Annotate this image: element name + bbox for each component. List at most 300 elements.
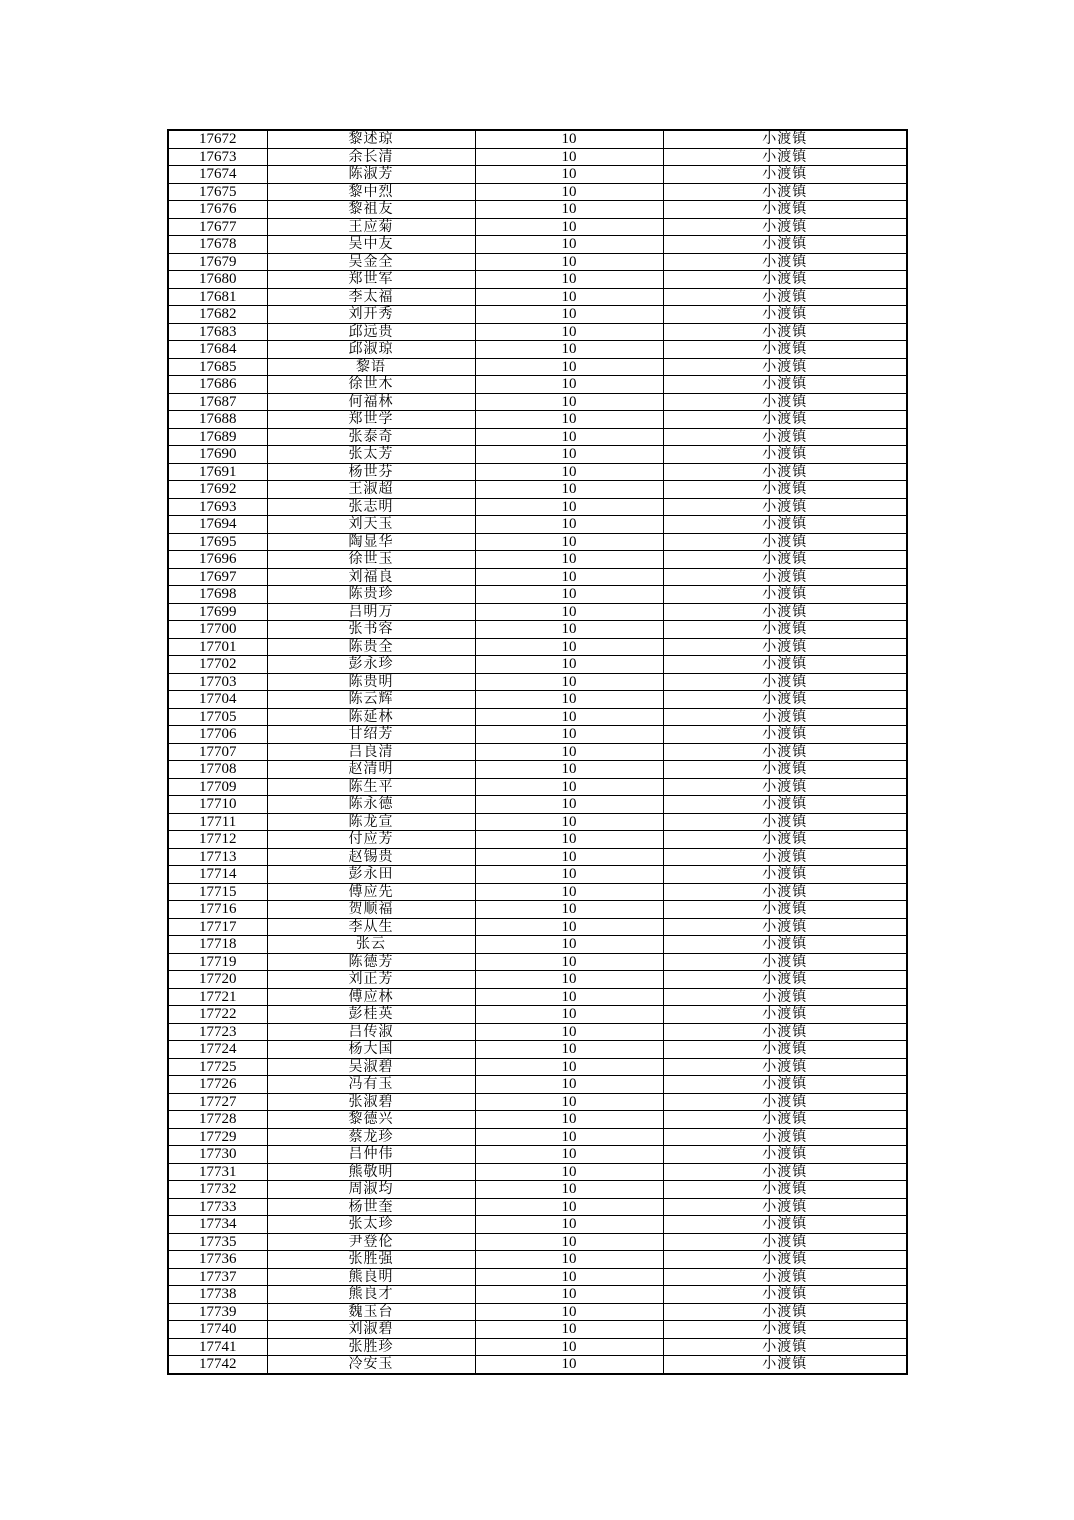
cell-amount: 10	[475, 393, 663, 411]
cell-name: 黎祖友	[267, 201, 475, 219]
cell-id: 17699	[168, 603, 267, 621]
cell-name: 冷安玉	[267, 1356, 475, 1374]
table-row	[168, 428, 907, 446]
cell-id: 17727	[168, 1093, 267, 1111]
cell-id: 17683	[168, 323, 267, 341]
cell-town: 小渡镇	[663, 1146, 907, 1164]
cell-town: 小渡镇	[663, 638, 907, 656]
table-row	[168, 1233, 907, 1251]
table-row	[168, 516, 907, 534]
cell-amount: 10	[475, 1128, 663, 1146]
cell-name: 李从生	[267, 918, 475, 936]
cell-id: 17695	[168, 533, 267, 551]
cell-id: 17718	[168, 936, 267, 954]
cell-amount: 10	[475, 1041, 663, 1059]
cell-id: 17689	[168, 428, 267, 446]
cell-id: 17739	[168, 1303, 267, 1321]
cell-name: 刘开秀	[267, 306, 475, 324]
cell-id: 17672	[168, 130, 267, 148]
cell-town: 小渡镇	[663, 323, 907, 341]
cell-amount: 10	[475, 533, 663, 551]
cell-name: 李太福	[267, 288, 475, 306]
cell-amount: 10	[475, 148, 663, 166]
cell-id: 17725	[168, 1058, 267, 1076]
cell-town: 小渡镇	[663, 831, 907, 849]
cell-id: 17730	[168, 1146, 267, 1164]
cell-id: 17734	[168, 1216, 267, 1234]
cell-id: 17707	[168, 743, 267, 761]
cell-name: 吕良清	[267, 743, 475, 761]
cell-amount: 10	[475, 1233, 663, 1251]
cell-town: 小渡镇	[663, 813, 907, 831]
table-row	[168, 218, 907, 236]
table-row	[168, 271, 907, 289]
cell-town: 小渡镇	[663, 201, 907, 219]
table-row	[168, 130, 907, 148]
cell-name: 赵锡贵	[267, 848, 475, 866]
cell-town: 小渡镇	[663, 778, 907, 796]
cell-amount: 10	[475, 866, 663, 884]
cell-amount: 10	[475, 1198, 663, 1216]
cell-name: 彭桂英	[267, 1006, 475, 1024]
table-row	[168, 148, 907, 166]
cell-id: 17686	[168, 376, 267, 394]
cell-town: 小渡镇	[663, 1058, 907, 1076]
table-row	[168, 288, 907, 306]
cell-amount: 10	[475, 341, 663, 359]
table-row	[168, 953, 907, 971]
cell-id: 17698	[168, 586, 267, 604]
table-row	[168, 236, 907, 254]
table-row	[168, 936, 907, 954]
cell-name: 黎德兴	[267, 1111, 475, 1129]
cell-id: 17697	[168, 568, 267, 586]
cell-name: 陈德芳	[267, 953, 475, 971]
cell-name: 陈贵珍	[267, 586, 475, 604]
cell-amount: 10	[475, 796, 663, 814]
cell-name: 陶显华	[267, 533, 475, 551]
table-row	[168, 463, 907, 481]
cell-id: 17702	[168, 656, 267, 674]
cell-name: 吕传淑	[267, 1023, 475, 1041]
roster-table	[167, 129, 908, 1375]
cell-town: 小渡镇	[663, 761, 907, 779]
cell-town: 小渡镇	[663, 393, 907, 411]
cell-amount: 10	[475, 1338, 663, 1356]
cell-id: 17708	[168, 761, 267, 779]
cell-amount: 10	[475, 1111, 663, 1129]
cell-amount: 10	[475, 288, 663, 306]
table-row	[168, 1041, 907, 1059]
cell-id: 17696	[168, 551, 267, 569]
cell-amount: 10	[475, 516, 663, 534]
cell-amount: 10	[475, 586, 663, 604]
table-row	[168, 988, 907, 1006]
cell-town: 小渡镇	[663, 498, 907, 516]
cell-id: 17733	[168, 1198, 267, 1216]
cell-id: 17717	[168, 918, 267, 936]
cell-town: 小渡镇	[663, 1216, 907, 1234]
table-row	[168, 848, 907, 866]
cell-id: 17742	[168, 1356, 267, 1374]
cell-id: 17705	[168, 708, 267, 726]
cell-id: 17700	[168, 621, 267, 639]
cell-amount: 10	[475, 1006, 663, 1024]
table-row	[168, 1006, 907, 1024]
cell-id: 17680	[168, 271, 267, 289]
cell-id: 17710	[168, 796, 267, 814]
cell-amount: 10	[475, 988, 663, 1006]
cell-name: 陈贵明	[267, 673, 475, 691]
cell-name: 张志明	[267, 498, 475, 516]
cell-name: 熊良明	[267, 1268, 475, 1286]
cell-town: 小渡镇	[663, 1111, 907, 1129]
table-row	[168, 1163, 907, 1181]
cell-town: 小渡镇	[663, 376, 907, 394]
cell-town: 小渡镇	[663, 236, 907, 254]
cell-amount: 10	[475, 498, 663, 516]
cell-id: 17722	[168, 1006, 267, 1024]
table-row	[168, 726, 907, 744]
cell-town: 小渡镇	[663, 218, 907, 236]
cell-name: 彭永珍	[267, 656, 475, 674]
cell-id: 17728	[168, 1111, 267, 1129]
cell-name: 陈贵全	[267, 638, 475, 656]
cell-town: 小渡镇	[663, 953, 907, 971]
cell-town: 小渡镇	[663, 358, 907, 376]
cell-name: 吕明万	[267, 603, 475, 621]
cell-name: 余长清	[267, 148, 475, 166]
cell-amount: 10	[475, 1093, 663, 1111]
table-row	[168, 411, 907, 429]
cell-amount: 10	[475, 1076, 663, 1094]
cell-town: 小渡镇	[663, 621, 907, 639]
cell-id: 17732	[168, 1181, 267, 1199]
cell-name: 刘天玉	[267, 516, 475, 534]
cell-town: 小渡镇	[663, 901, 907, 919]
cell-town: 小渡镇	[663, 411, 907, 429]
cell-name: 张太珍	[267, 1216, 475, 1234]
table-row	[168, 533, 907, 551]
table-row	[168, 813, 907, 831]
cell-town: 小渡镇	[663, 1303, 907, 1321]
cell-amount: 10	[475, 218, 663, 236]
cell-amount: 10	[475, 130, 663, 148]
cell-amount: 10	[475, 831, 663, 849]
cell-id: 17738	[168, 1286, 267, 1304]
cell-town: 小渡镇	[663, 1128, 907, 1146]
cell-town: 小渡镇	[663, 1076, 907, 1094]
cell-name: 黎语	[267, 358, 475, 376]
cell-name: 傅应林	[267, 988, 475, 1006]
cell-id: 17714	[168, 866, 267, 884]
cell-town: 小渡镇	[663, 516, 907, 534]
table-row	[168, 1128, 907, 1146]
table-row	[168, 1146, 907, 1164]
cell-id: 17723	[168, 1023, 267, 1041]
table-row	[168, 743, 907, 761]
roster-table-body	[168, 130, 907, 1374]
table-row	[168, 708, 907, 726]
cell-town: 小渡镇	[663, 1093, 907, 1111]
cell-name: 刘正芳	[267, 971, 475, 989]
table-row	[168, 1076, 907, 1094]
cell-amount: 10	[475, 673, 663, 691]
cell-town: 小渡镇	[663, 708, 907, 726]
cell-amount: 10	[475, 691, 663, 709]
table-row	[168, 1251, 907, 1269]
cell-town: 小渡镇	[663, 306, 907, 324]
cell-name: 熊敬明	[267, 1163, 475, 1181]
cell-id: 17711	[168, 813, 267, 831]
cell-name: 杨世芬	[267, 463, 475, 481]
cell-name: 魏玉台	[267, 1303, 475, 1321]
cell-id: 17693	[168, 498, 267, 516]
cell-id: 17684	[168, 341, 267, 359]
table-row	[168, 446, 907, 464]
cell-id: 17715	[168, 883, 267, 901]
cell-amount: 10	[475, 1303, 663, 1321]
cell-amount: 10	[475, 1286, 663, 1304]
cell-town: 小渡镇	[663, 866, 907, 884]
cell-amount: 10	[475, 918, 663, 936]
cell-id: 17735	[168, 1233, 267, 1251]
cell-amount: 10	[475, 551, 663, 569]
cell-id: 17679	[168, 253, 267, 271]
cell-town: 小渡镇	[663, 918, 907, 936]
cell-amount: 10	[475, 743, 663, 761]
table-row	[168, 358, 907, 376]
table-row	[168, 1216, 907, 1234]
cell-name: 杨大国	[267, 1041, 475, 1059]
cell-id: 17706	[168, 726, 267, 744]
table-row	[168, 341, 907, 359]
cell-town: 小渡镇	[663, 1268, 907, 1286]
cell-name: 陈龙宣	[267, 813, 475, 831]
cell-town: 小渡镇	[663, 1023, 907, 1041]
table-row	[168, 1181, 907, 1199]
cell-name: 张太芳	[267, 446, 475, 464]
cell-amount: 10	[475, 708, 663, 726]
cell-id: 17692	[168, 481, 267, 499]
cell-name: 甘绍芳	[267, 726, 475, 744]
cell-town: 小渡镇	[663, 656, 907, 674]
cell-town: 小渡镇	[663, 988, 907, 1006]
table-row	[168, 761, 907, 779]
cell-id: 17674	[168, 166, 267, 184]
cell-id: 17726	[168, 1076, 267, 1094]
cell-name: 吕仲伟	[267, 1146, 475, 1164]
cell-town: 小渡镇	[663, 271, 907, 289]
cell-name: 徐世玉	[267, 551, 475, 569]
cell-amount: 10	[475, 1163, 663, 1181]
cell-id: 17675	[168, 183, 267, 201]
cell-name: 邱远贵	[267, 323, 475, 341]
cell-id: 17681	[168, 288, 267, 306]
cell-amount: 10	[475, 901, 663, 919]
cell-amount: 10	[475, 761, 663, 779]
cell-id: 17709	[168, 778, 267, 796]
cell-id: 17682	[168, 306, 267, 324]
cell-town: 小渡镇	[663, 1163, 907, 1181]
cell-amount: 10	[475, 603, 663, 621]
cell-name: 郑世军	[267, 271, 475, 289]
cell-amount: 10	[475, 271, 663, 289]
table-row	[168, 1058, 907, 1076]
cell-amount: 10	[475, 813, 663, 831]
table-row	[168, 1093, 907, 1111]
cell-name: 何福林	[267, 393, 475, 411]
cell-amount: 10	[475, 778, 663, 796]
cell-amount: 10	[475, 358, 663, 376]
cell-amount: 10	[475, 1181, 663, 1199]
table-row	[168, 201, 907, 219]
table-row	[168, 1303, 907, 1321]
cell-amount: 10	[475, 726, 663, 744]
cell-name: 王淑超	[267, 481, 475, 499]
cell-amount: 10	[475, 1023, 663, 1041]
table-row	[168, 621, 907, 639]
cell-id: 17720	[168, 971, 267, 989]
cell-amount: 10	[475, 428, 663, 446]
cell-town: 小渡镇	[663, 1321, 907, 1339]
cell-name: 蔡龙珍	[267, 1128, 475, 1146]
table-row	[168, 481, 907, 499]
table-row	[168, 1321, 907, 1339]
table-row	[168, 586, 907, 604]
table-row	[168, 673, 907, 691]
cell-town: 小渡镇	[663, 130, 907, 148]
cell-name: 冯有玉	[267, 1076, 475, 1094]
cell-town: 小渡镇	[663, 166, 907, 184]
table-row	[168, 1111, 907, 1129]
cell-amount: 10	[475, 883, 663, 901]
cell-id: 17731	[168, 1163, 267, 1181]
cell-name: 付应芳	[267, 831, 475, 849]
cell-id: 17741	[168, 1338, 267, 1356]
cell-town: 小渡镇	[663, 1041, 907, 1059]
table-row	[168, 323, 907, 341]
cell-town: 小渡镇	[663, 1181, 907, 1199]
cell-town: 小渡镇	[663, 586, 907, 604]
cell-town: 小渡镇	[663, 1006, 907, 1024]
table-row	[168, 883, 907, 901]
cell-town: 小渡镇	[663, 533, 907, 551]
cell-amount: 10	[475, 848, 663, 866]
cell-id: 17677	[168, 218, 267, 236]
cell-name: 陈淑芳	[267, 166, 475, 184]
table-row	[168, 691, 907, 709]
cell-name: 张胜珍	[267, 1338, 475, 1356]
table-row	[168, 1356, 907, 1374]
cell-town: 小渡镇	[663, 446, 907, 464]
cell-amount: 10	[475, 953, 663, 971]
cell-town: 小渡镇	[663, 568, 907, 586]
cell-id: 17690	[168, 446, 267, 464]
table-row	[168, 551, 907, 569]
cell-amount: 10	[475, 411, 663, 429]
table-row	[168, 568, 907, 586]
cell-town: 小渡镇	[663, 603, 907, 621]
cell-town: 小渡镇	[663, 288, 907, 306]
cell-town: 小渡镇	[663, 1338, 907, 1356]
cell-amount: 10	[475, 638, 663, 656]
table-row	[168, 901, 907, 919]
cell-name: 黎中烈	[267, 183, 475, 201]
cell-town: 小渡镇	[663, 183, 907, 201]
cell-name: 刘淑碧	[267, 1321, 475, 1339]
cell-name: 徐世木	[267, 376, 475, 394]
cell-amount: 10	[475, 1251, 663, 1269]
cell-name: 郑世学	[267, 411, 475, 429]
cell-town: 小渡镇	[663, 551, 907, 569]
table-row	[168, 866, 907, 884]
cell-id: 17687	[168, 393, 267, 411]
cell-amount: 10	[475, 1356, 663, 1374]
table-row	[168, 831, 907, 849]
table-row	[168, 498, 907, 516]
cell-id: 17712	[168, 831, 267, 849]
cell-name: 熊良才	[267, 1286, 475, 1304]
cell-amount: 10	[475, 481, 663, 499]
cell-town: 小渡镇	[663, 1198, 907, 1216]
table-row	[168, 971, 907, 989]
table-row	[168, 1286, 907, 1304]
cell-id: 17676	[168, 201, 267, 219]
cell-name: 张淑碧	[267, 1093, 475, 1111]
cell-town: 小渡镇	[663, 1233, 907, 1251]
cell-town: 小渡镇	[663, 253, 907, 271]
cell-id: 17719	[168, 953, 267, 971]
cell-amount: 10	[475, 621, 663, 639]
table-row	[168, 393, 907, 411]
cell-amount: 10	[475, 201, 663, 219]
cell-name: 黎述琼	[267, 130, 475, 148]
cell-town: 小渡镇	[663, 848, 907, 866]
cell-id: 17678	[168, 236, 267, 254]
cell-amount: 10	[475, 376, 663, 394]
table-row	[168, 1023, 907, 1041]
cell-town: 小渡镇	[663, 883, 907, 901]
table-row	[168, 796, 907, 814]
cell-name: 贺顺福	[267, 901, 475, 919]
cell-name: 吴淑碧	[267, 1058, 475, 1076]
cell-town: 小渡镇	[663, 481, 907, 499]
cell-id: 17724	[168, 1041, 267, 1059]
table-row	[168, 778, 907, 796]
cell-name: 杨世奎	[267, 1198, 475, 1216]
cell-name: 陈生平	[267, 778, 475, 796]
cell-town: 小渡镇	[663, 1286, 907, 1304]
cell-amount: 10	[475, 446, 663, 464]
cell-name: 周淑均	[267, 1181, 475, 1199]
table-row	[168, 376, 907, 394]
table-row	[168, 638, 907, 656]
table-row	[168, 253, 907, 271]
cell-amount: 10	[475, 306, 663, 324]
cell-town: 小渡镇	[663, 463, 907, 481]
table-row	[168, 918, 907, 936]
cell-amount: 10	[475, 1321, 663, 1339]
cell-id: 17737	[168, 1268, 267, 1286]
cell-amount: 10	[475, 1216, 663, 1234]
cell-town: 小渡镇	[663, 428, 907, 446]
cell-town: 小渡镇	[663, 1356, 907, 1374]
cell-town: 小渡镇	[663, 1251, 907, 1269]
cell-id: 17673	[168, 148, 267, 166]
cell-town: 小渡镇	[663, 691, 907, 709]
cell-id: 17703	[168, 673, 267, 691]
